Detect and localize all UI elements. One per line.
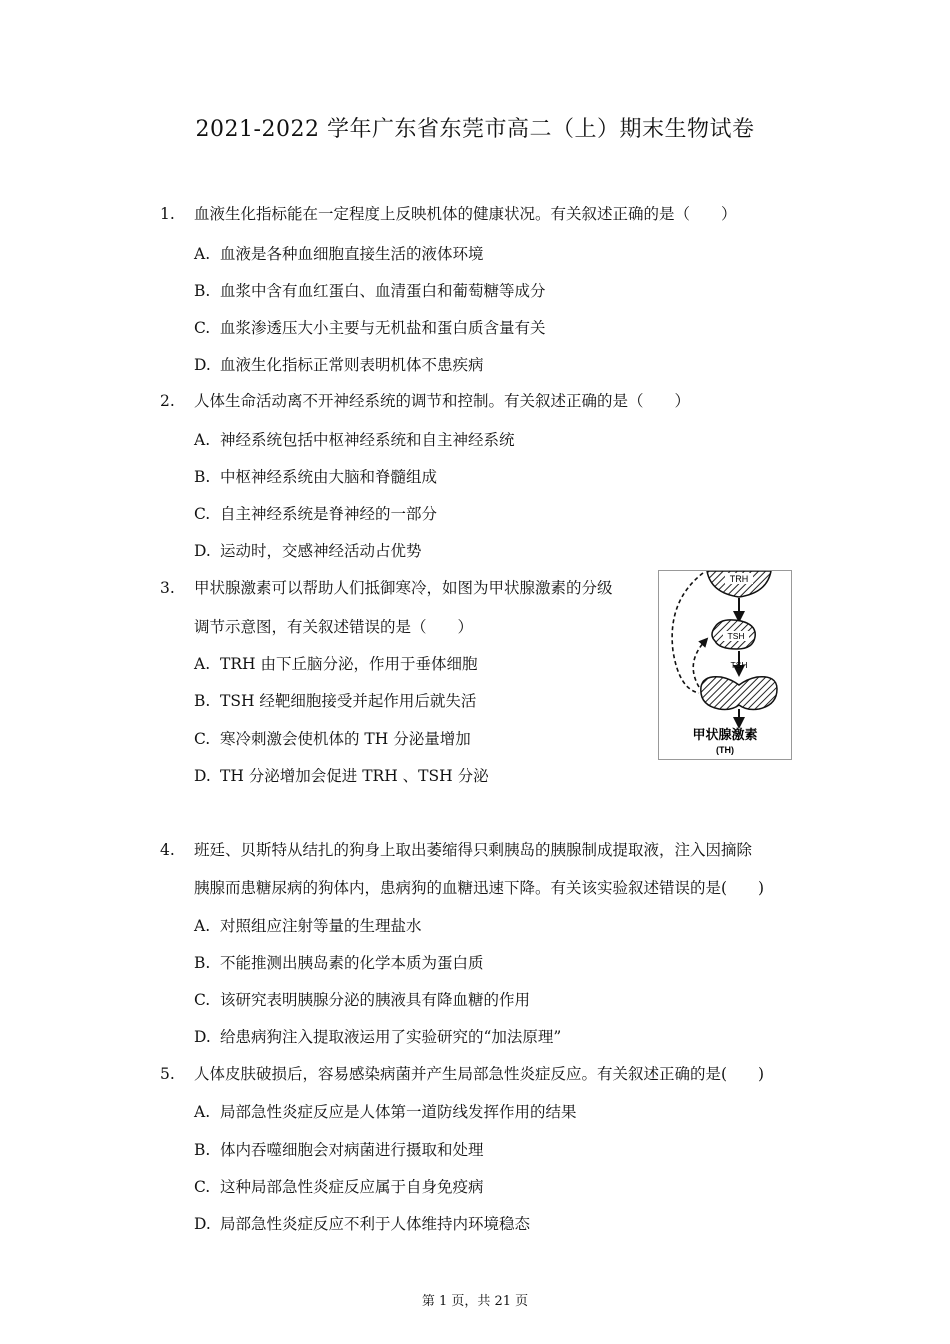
question-4-stem xyxy=(160,840,752,860)
question-text: 人体生命活动离不开神经系统的调节和控制。有关叙述正确的是（ ） xyxy=(194,392,691,410)
question-5-option-d: D. 局部急性炎症反应不利于人体维持内环境稳态 xyxy=(194,1215,531,1233)
question-5-option-a: A. 局部急性炎症反应是人体第一道防线发挥作用的结果 xyxy=(194,1103,577,1121)
question-number: 4. xyxy=(160,841,175,859)
question-4-option-c: C. 该研究表明胰腺分泌的胰液具有降血糖的作用 xyxy=(194,991,531,1009)
question-2-option-b: B. 中枢神经系统由大脑和脊髓组成 xyxy=(194,468,438,486)
question-number: 3. xyxy=(160,579,175,597)
tsh-gland-label: TSH xyxy=(727,631,745,641)
question-3-option-d: D. TH 分泌增加会促进 TRH 、TSH 分泌 xyxy=(194,767,489,785)
feedback-arrow-hypothalamus xyxy=(672,573,703,693)
question-2-option-a: A. 神经系统包括中枢神经系统和自主神经系统 xyxy=(194,431,515,449)
question-2-stem xyxy=(160,391,690,411)
question-5-option-c: C. 这种局部急性炎症反应属于自身免疫病 xyxy=(194,1178,484,1196)
question-1-option-b: B. 血浆中含有血红蛋白、血清蛋白和葡萄糖等成分 xyxy=(194,282,546,300)
thyroid-hormone-abbr: (TH) xyxy=(716,745,734,755)
question-4-option-d: D. 给患病狗注入提取液运用了实验研究的“加法原理” xyxy=(194,1028,562,1046)
page-title: 2021-2022 学年广东省东莞市高二（上）期末生物试卷 xyxy=(195,117,755,142)
question-text: 血液生化指标能在一定程度上反映机体的健康状况。有关叙述正确的是（ ） xyxy=(194,205,737,223)
question-number: 1. xyxy=(160,205,175,223)
question-3-stem xyxy=(160,578,613,598)
question-3-option-a: A. TRH 由下丘脑分泌，作用于垂体细胞 xyxy=(194,655,478,673)
question-2-option-d: D. 运动时，交感神经活动占优势 xyxy=(194,542,422,560)
question-1-option-a: A. 血液是各种血细胞直接生活的液体环境 xyxy=(194,245,484,263)
trh-label: TRH xyxy=(729,574,749,584)
question-4-option-a: A. 对照组应注射等量的生理盐水 xyxy=(194,917,422,935)
thyroid-regulation-figure xyxy=(658,570,792,760)
question-3-option-c: C. 寒冷刺激会使机体的 TH 分泌量增加 xyxy=(194,730,471,748)
thyroid-shape xyxy=(701,677,777,710)
question-text: 甲状腺激素可以帮助人们抵御寒冷，如图为甲状腺激素的分级 xyxy=(194,579,613,597)
question-number: 2. xyxy=(160,392,175,410)
question-number: 5. xyxy=(160,1065,175,1083)
question-5-option-b: B. 体内吞噬细胞会对病菌进行摄取和处理 xyxy=(194,1141,484,1159)
thyroid-regulation-diagram xyxy=(659,571,791,759)
thyroid-hormone-label: 甲状腺激素 xyxy=(692,728,758,743)
question-2-option-c: C. 自主神经系统是脊神经的一部分 xyxy=(194,505,438,523)
tsh-arrow-label: TSH xyxy=(730,660,748,670)
question-4-option-b: B. 不能推测出胰岛素的化学本质为蛋白质 xyxy=(194,954,484,972)
feedback-arrow-pituitary xyxy=(693,641,705,687)
page-footer: 第 1 页，共 21 页 xyxy=(421,1294,529,1309)
question-5-stem xyxy=(160,1064,764,1084)
question-3-option-b: B. TSH 经靶细胞接受并起作用后就失活 xyxy=(194,692,477,710)
question-4-stem-line-2: 胰腺而患糖尿病的狗体内，患病狗的血糖迅速下降。有关该实验叙述错误的是( ) xyxy=(194,879,765,897)
question-text: 人体皮肤破损后，容易感染病菌并产生局部急性炎症反应。有关叙述正确的是( ) xyxy=(194,1065,765,1083)
question-1-option-d: D. 血液生化指标正常则表明机体不患疾病 xyxy=(194,356,484,374)
question-1-stem xyxy=(160,204,737,224)
question-text: 班廷、贝斯特从结扎的狗身上取出萎缩得只剩胰岛的胰腺制成提取液，注入因摘除 xyxy=(194,841,753,859)
question-3-stem-line-2: 调节示意图，有关叙述错误的是（ ） xyxy=(194,618,474,636)
question-1-option-c: C. 血浆渗透压大小主要与无机盐和蛋白质含量有关 xyxy=(194,319,546,337)
